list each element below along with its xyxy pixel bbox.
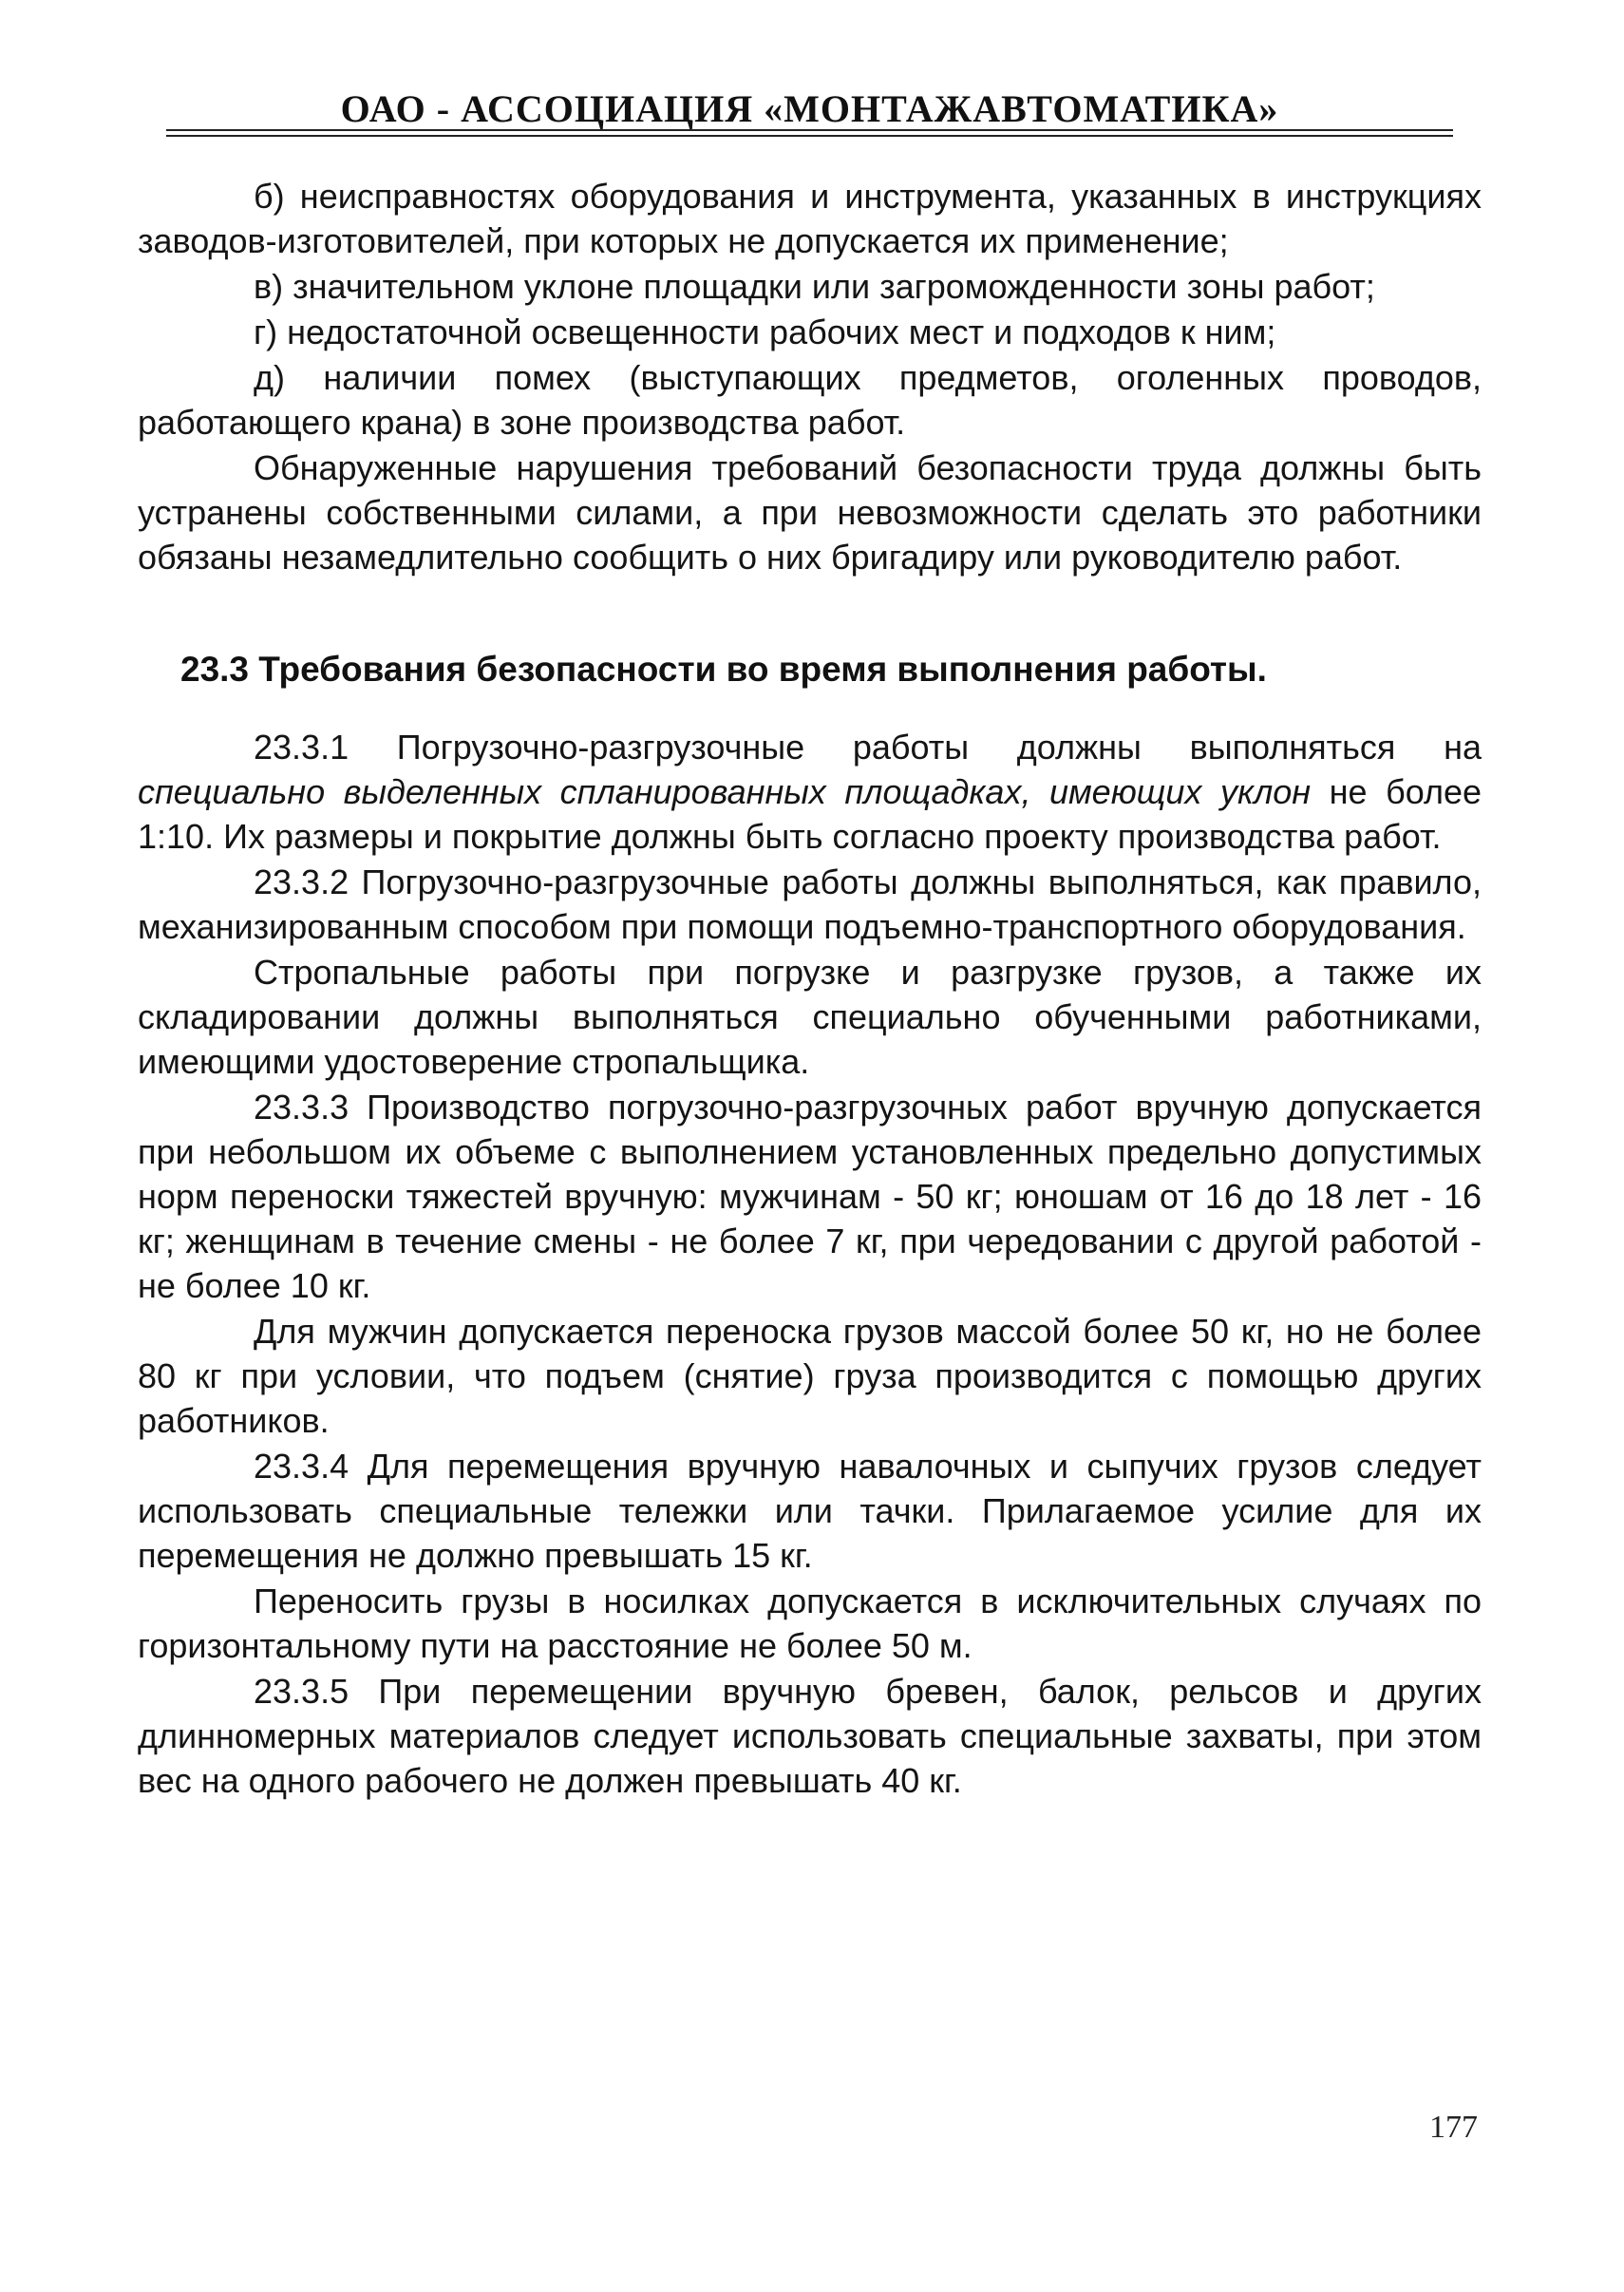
paragraph: 23.3.3 Производство погрузочно-разгрузочных работ вручную допускается при небольшом их объеме с выполнением установленных предельно допустимых норм переноски тяжестей вручную: мужчинам - 50 кг; юношам от 16 до 18 лет - 16 кг; женщинам в течение смены - не более 7 кг, при чередовании с другой работой - не более 10 кг.	[138, 1088, 1482, 1305]
paragraph: г) недостаточной освещенности рабочих мест и подходов к ним;	[254, 313, 1276, 351]
header-rule-top	[166, 129, 1453, 131]
paragraph: в) значительном уклоне площадки или загроможденности зоны работ;	[254, 267, 1375, 306]
paragraph-23-3-1	[138, 725, 1482, 859]
body-text	[138, 174, 1482, 1803]
paragraph: Для мужчин допускается переноска грузов массой более 50 кг, но не более 80 кг при условии, что подъем (снятие) груза производится с помощью других работников.	[138, 1312, 1482, 1440]
paragraph: Переносить грузы в носилках допускается в исключительных случаях по горизонтальному пути на расстояние не более 50 м.	[138, 1582, 1482, 1665]
paragraph-rest: не более 1:10. Их размеры и покрытие должны быть согласно проекту производства работ.	[138, 772, 1482, 856]
paragraph-lead: 23.3.1 Погрузочно-разгрузочные работы должны выполняться на	[254, 728, 1482, 767]
paragraph: 23.3.2 Погрузочно-разгрузочные работы должны выполняться, как правило, механизированным способом при помощи подъемно-транспортного оборудования.	[138, 862, 1482, 946]
paragraph: д) наличии помех (выступающих предметов, оголенных проводов, работающего крана) в зоне производства работ.	[138, 358, 1482, 442]
header-rule-bottom	[166, 135, 1453, 137]
page-header-title: ОАО - АССОЦИАЦИЯ «МОНТАЖАВТОМАТИКА»	[340, 87, 1279, 130]
section-heading: 23.3 Требования безопасности во время выполнения работы.	[180, 650, 1267, 689]
page-number: 177	[1429, 2110, 1478, 2145]
paragraph: 23.3.5 При перемещении вручную бревен, балок, рельсов и других длинномерных материалов следует использовать специальные захваты, при этом вес на одного рабочего не должен превышать 40 кг.	[138, 1672, 1482, 1800]
paragraph: 23.3.4 Для перемещения вручную навалочных и сыпучих грузов следует использовать специальные тележки или тачки. Прилагаемое усилие для их перемещения не должно превышать 15 кг.	[138, 1447, 1482, 1575]
paragraph: Обнаруженные нарушения требований безопасности труда должны быть устранены собственными силами, а при невозможности сделать это работники обязаны незамедлительно сообщить о них бригадиру или руководителю работ.	[138, 448, 1482, 577]
paragraph: б) неисправностях оборудования и инструмента, указанных в инструкциях заводов-изготовителей, при которых не допускается их применение;	[138, 177, 1482, 260]
paragraph-italic-fragment: специально выделенных спланированных площадках, имеющих уклон	[138, 772, 1312, 811]
paragraph: Стропальные работы при погрузке и разгрузке грузов, а также их складировании должны выполняться специально обученными работниками, имеющими удостоверение стропальщика.	[138, 953, 1482, 1081]
